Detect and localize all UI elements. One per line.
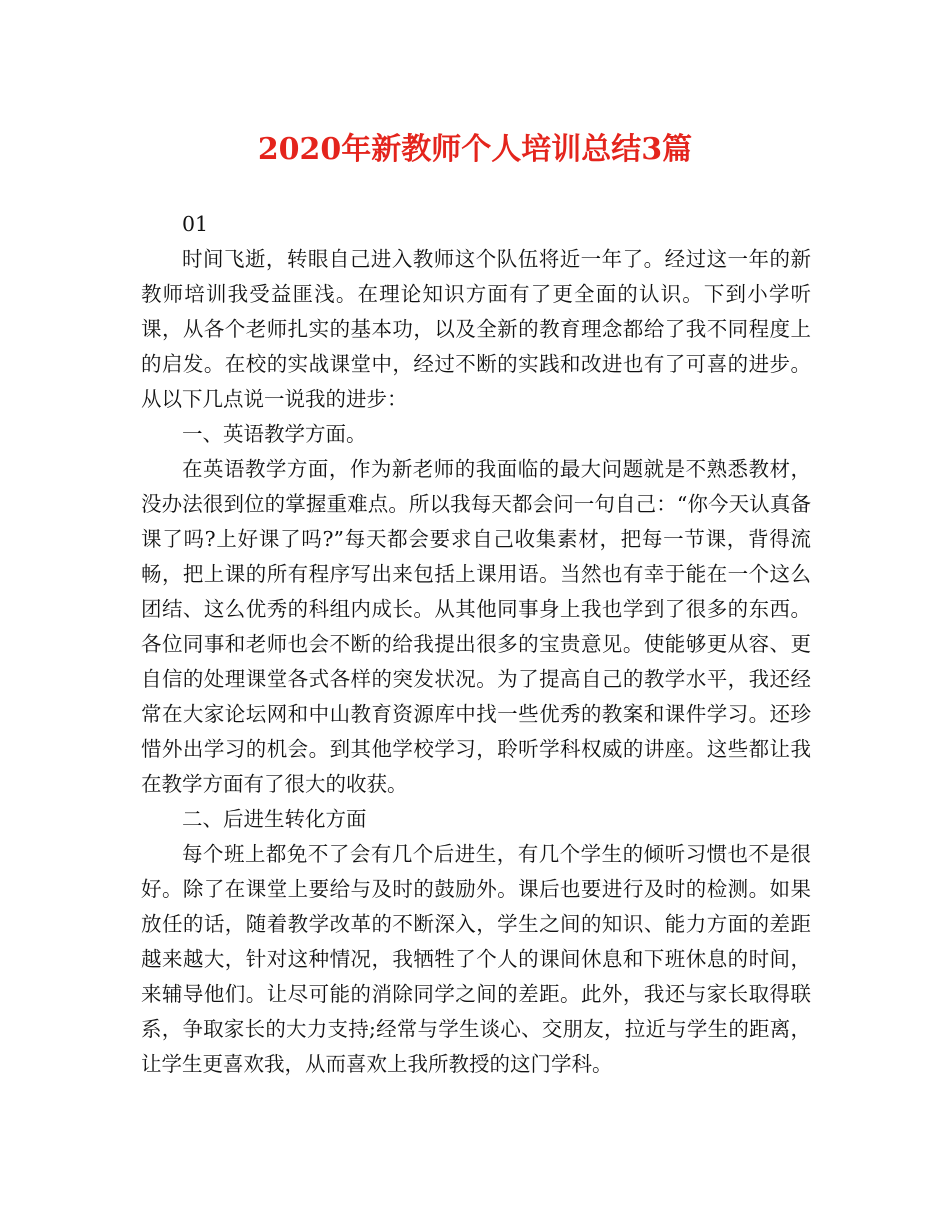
struggling-students-paragraph: 每个班上都免不了会有几个后进生，有几个学生的倾听习惯也不是很好。除了在课堂上要给与及时的鼓励外。课后也要进行及时的检测。如果放任的话，随着教学改革的不断深入，学生之间的知识、能力方面的差距越来越大，针对这种情况，我牺牲了个人的课间休息和下班休息的时间，来辅导他们。让尽可能的消除同学之间的差距。此外，我还与家长取得联系，争取家长的大力支持;经常与学生谈心、交朋友，拉近与学生的距离，让学生更喜欢我，从而喜欢上我所教授的这门学科。 xyxy=(141,842,811,1076)
section-heading-english-teaching: 一、英语教学方面。 xyxy=(182,422,367,446)
intro-paragraph: 时间飞逝，转眼自己进入教师这个队伍将近一年了。经过这一年的新教师培训我受益匪浅。在理论知识方面有了更全面的认识。下到小学听课，从各个老师扎实的基本功，以及全新的教育理念都给了我不同程度上的启发。在校的实战课堂中，经过不断的实践和改进也有了可喜的进步。从以下几点说一说我的进步： xyxy=(141,247,811,411)
document-body xyxy=(141,207,811,1082)
english-teaching-paragraph: 在英语教学方面，作为新老师的我面临的最大问题就是不熟悉教材，没办法很到位的掌握重难点。所以我每天都会问一句自己：“你今天认真备课了吗?上好课了吗?”每天都会要求自己收集素材，把每一节课，背得流畅，把上课的所有程序写出来包括上课用语。当然也有幸于能在一个这么团结、这么优秀的科组内成长。从其他同事身上我也学到了很多的东西。各位同事和老师也会不断的给我提出很多的宝贵意见。使能够更从容、更自信的处理课堂各式各样的突发状况。为了提高自己的教学水平，我还经常在大家论坛网和中山教育资源库中找一些优秀的教案和课件学习。还珍惜外出学习的机会。到其他学校学习，聆听学科权威的讲座。这些都让我在教学方面有了很大的收获。 xyxy=(141,457,811,796)
section-number: 01 xyxy=(182,212,209,236)
document-title: 2020年新教师个人培训总结3篇 xyxy=(257,132,693,167)
section-heading-struggling-students: 二、后进生转化方面 xyxy=(182,807,367,831)
